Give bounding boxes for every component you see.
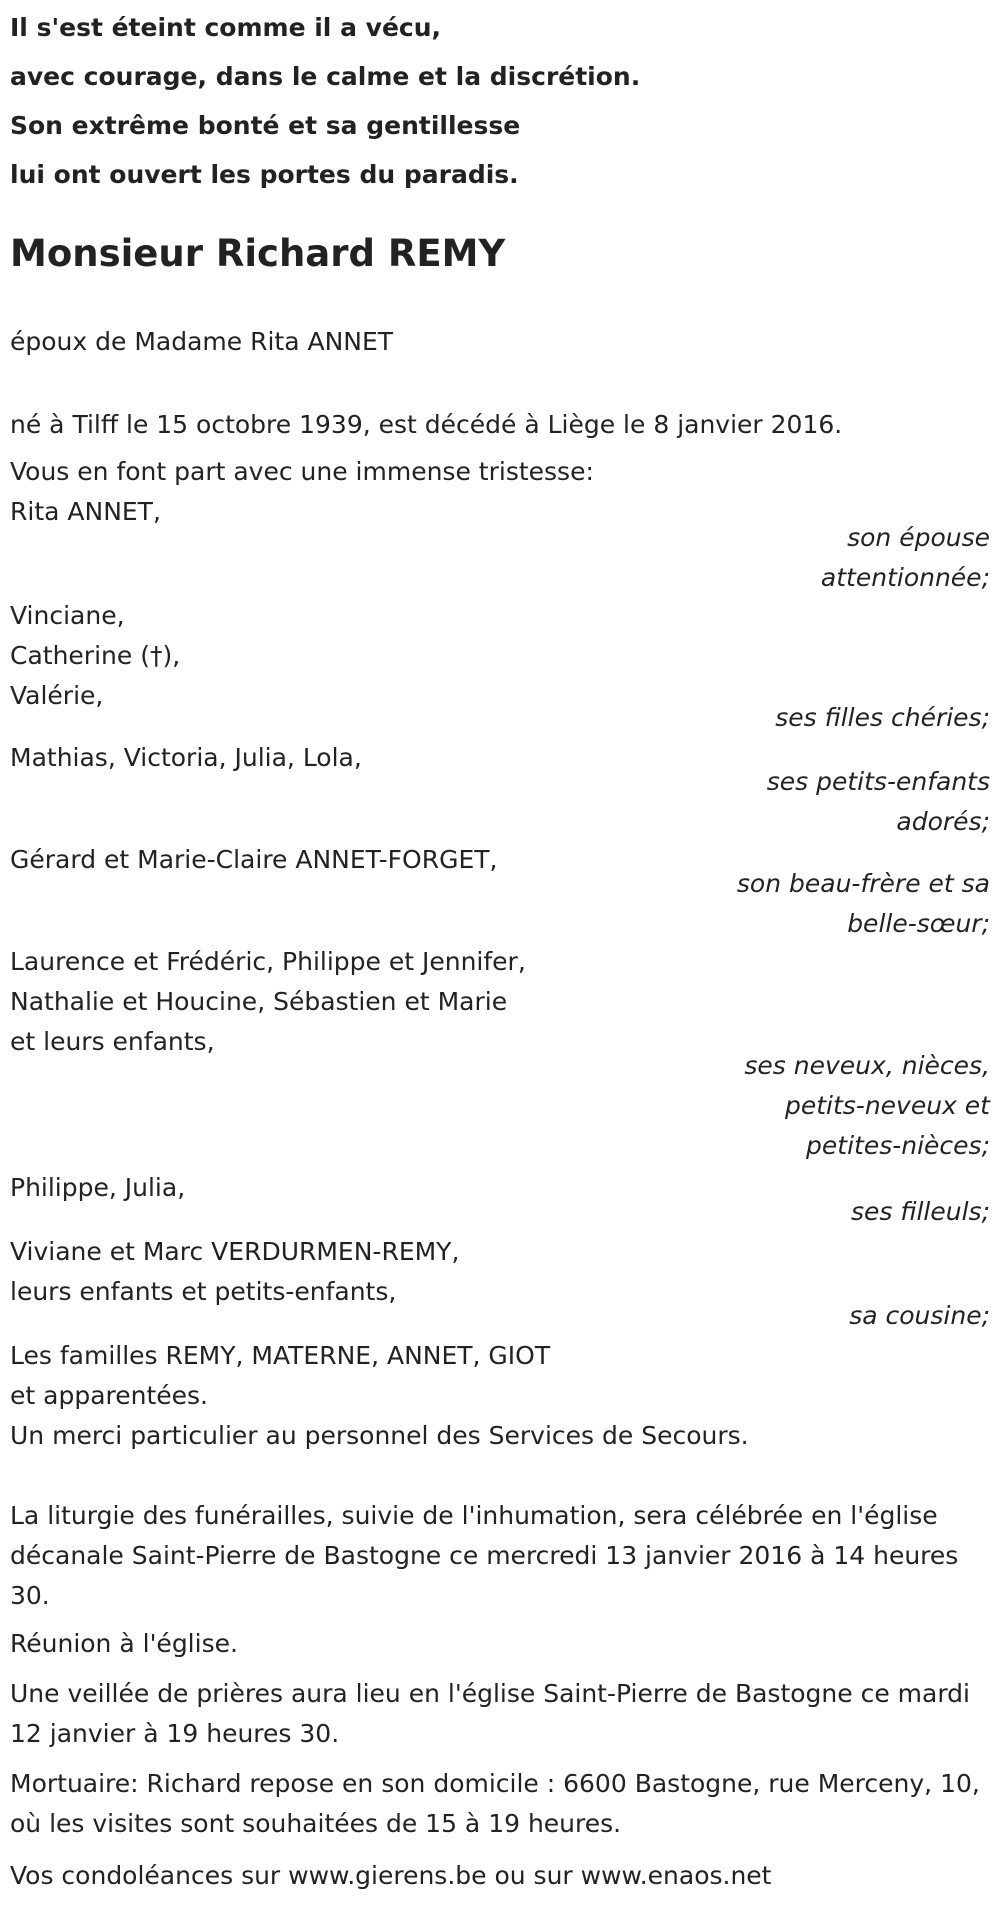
announcement: Vous en font part avec une immense tristesse: [10,457,594,486]
poem [10,3,910,199]
family-cousin-relation: sa cousine; [849,1301,990,1330]
family-godchildren-names: Philippe, Julia, [10,1173,186,1202]
family-wife-name: Rita ANNET, [10,497,161,526]
mortuary-paragraph: Mortuaire: Richard repose en son domicile : 6600 Bastogne, rue Merceny, 10, où les visites sont souhaitées de 15 à 19 heures. [10,1769,980,1838]
deceased-name: Monsieur Richard REMY [10,232,506,275]
thanks-line: Un merci particulier au personnel des Services de Secours. [10,1421,749,1450]
meeting-line: Réunion à l'église. [10,1629,238,1658]
family-godchildren-relation: ses filleuls; [850,1197,990,1226]
poem-line-1: Il s'est éteint comme il a vécu, [10,13,442,42]
family-grandchildren-names: Mathias, Victoria, Julia, Lola, [10,743,362,772]
family-nephews-relation: ses neveux, nièces, petits-neveux et petites-nièces; [744,1051,990,1160]
family-inlaws-relation: son beau-frère et sa belle-sœur; [736,869,990,938]
family-grandchildren-relation: ses petits-enfants adorés; [766,767,990,836]
spouse-line: époux de Madame Rita ANNET [10,327,394,356]
family-wife-relation: son épouse attentionnée; [820,523,990,592]
family-inlaws-names: Gérard et Marie-Claire ANNET-FORGET, [10,845,498,874]
poem-line-3: Son extrême bonté et sa gentillesse [10,111,521,140]
family-families: Les familles REMY, MATERNE, ANNET, GIOT et apparentées. [10,1341,551,1410]
family-daughters: Vinciane, Catherine (†), Valérie, [10,601,181,710]
poem-line-4: lui ont ouvert les portes du paradis. [10,160,519,189]
funeral-paragraph: La liturgie des funérailles, suivie de l'inhumation, sera célébrée en l'église décanale Saint-Pierre de Bastogne ce mercredi 13 janvier 2016 à 14 heures 30. [10,1501,959,1610]
family-nephews: Laurence et Frédéric, Philippe et Jennifer, Nathalie et Houcine, Sébastien et Marie et leurs enfants, [10,947,526,1056]
condolences-line: Vos condoléances sur www.gierens.be ou sur www.enaos.net [10,1861,772,1890]
vigil-paragraph: Une veillée de prières aura lieu en l'église Saint-Pierre de Bastogne ce mardi 12 janvier à 19 heures 30. [10,1679,970,1748]
family-cousin: Viviane et Marc VERDURMEN-REMY, leurs enfants et petits-enfants, [10,1237,460,1306]
poem-line-2: avec courage, dans le calme et la discrétion. [10,62,641,91]
family-daughters-relation: ses filles chéries; [775,703,990,732]
birth-death-line: né à Tilff le 15 octobre 1939, est décédé à Liège le 8 janvier 2016. [10,410,843,439]
